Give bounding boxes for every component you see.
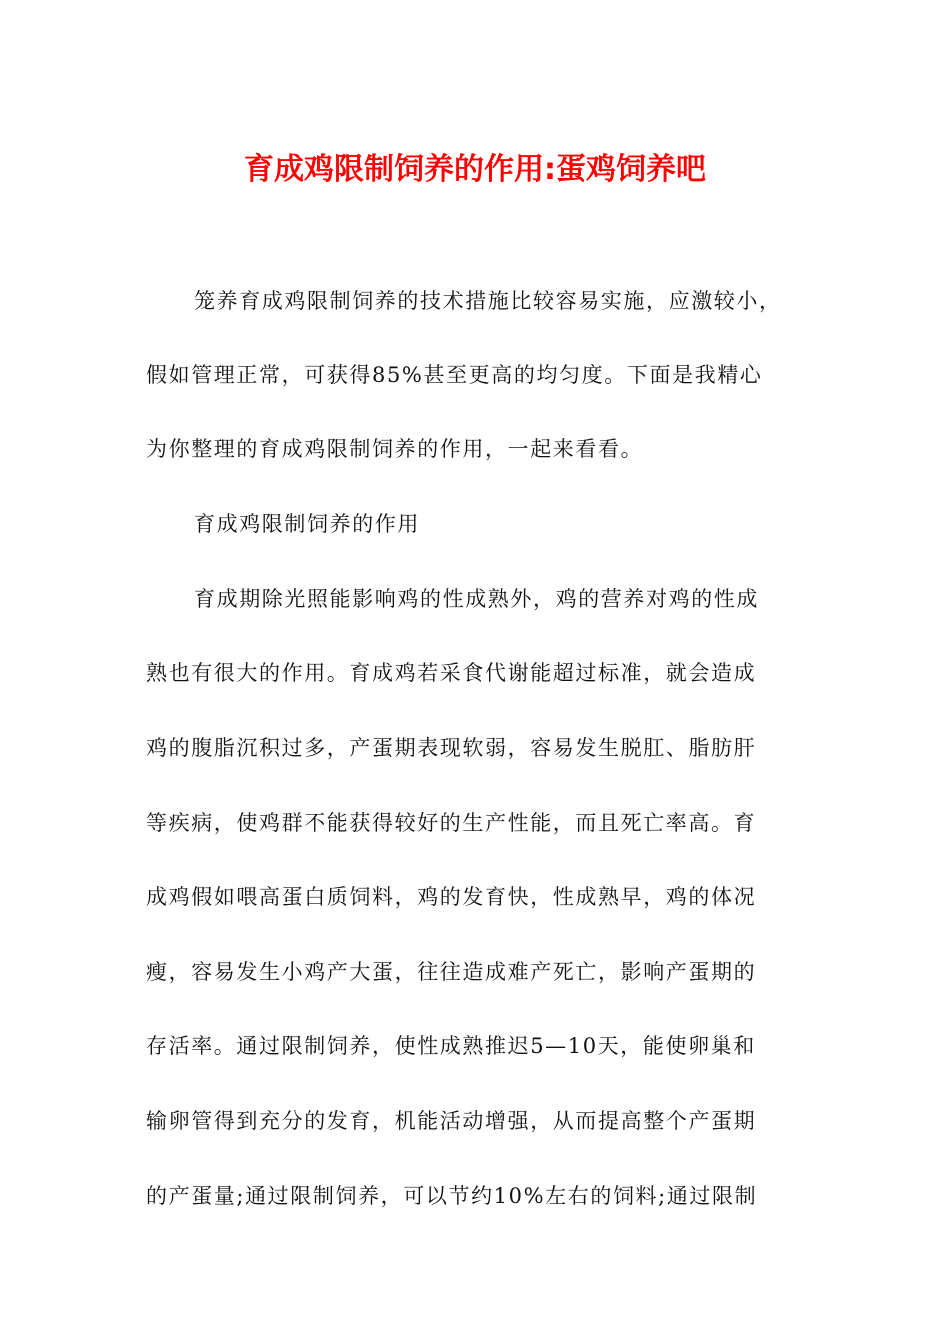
paragraph-line: 的产蛋量;通过限制饲养，可以节约10%左右的饲料;通过限制: [146, 1184, 758, 1208]
paragraph-line: 熟也有很大的作用。育成鸡若采食代谢能超过标准，就会造成: [146, 661, 757, 685]
paragraph-line: 为你整理的育成鸡限制饲养的作用，一起来看看。: [146, 437, 644, 461]
paragraph-line: 输卵管得到充分的发育，机能活动增强，从而提高整个产蛋期: [146, 1109, 757, 1133]
paragraph-line: 存活率。通过限制饲养，使性成熟推迟5—10天，能使卵巢和: [146, 1034, 756, 1058]
paragraph-line: 假如管理正常，可获得85%甚至更高的均匀度。下面是我精心: [146, 363, 763, 387]
paragraph-line: 笼养育成鸡限制饲养的技术措施比较容易实施，应激较小，: [194, 289, 782, 313]
paragraph-line: 育成期除光照能影响鸡的性成熟外，鸡的营养对鸡的性成: [194, 587, 759, 611]
paragraph-line: 等疾病，使鸡群不能获得较好的生产性能，而且死亡率高。育: [146, 811, 757, 835]
document-title: 育成鸡限制饲养的作用:蛋鸡饲养吧: [244, 152, 706, 187]
paragraph-line: 成鸡假如喂高蛋白质饲料，鸡的发育快，性成熟早，鸡的体况: [146, 885, 757, 909]
paragraph-line: 瘦，容易发生小鸡产大蛋，往往造成难产死亡，影响产蛋期的: [146, 960, 757, 984]
section-heading: 育成鸡限制饲养的作用: [194, 512, 420, 536]
paragraph-line: 鸡的腹脂沉积过多，产蛋期表现软弱，容易发生脱肛、脂肪肝: [146, 736, 757, 760]
